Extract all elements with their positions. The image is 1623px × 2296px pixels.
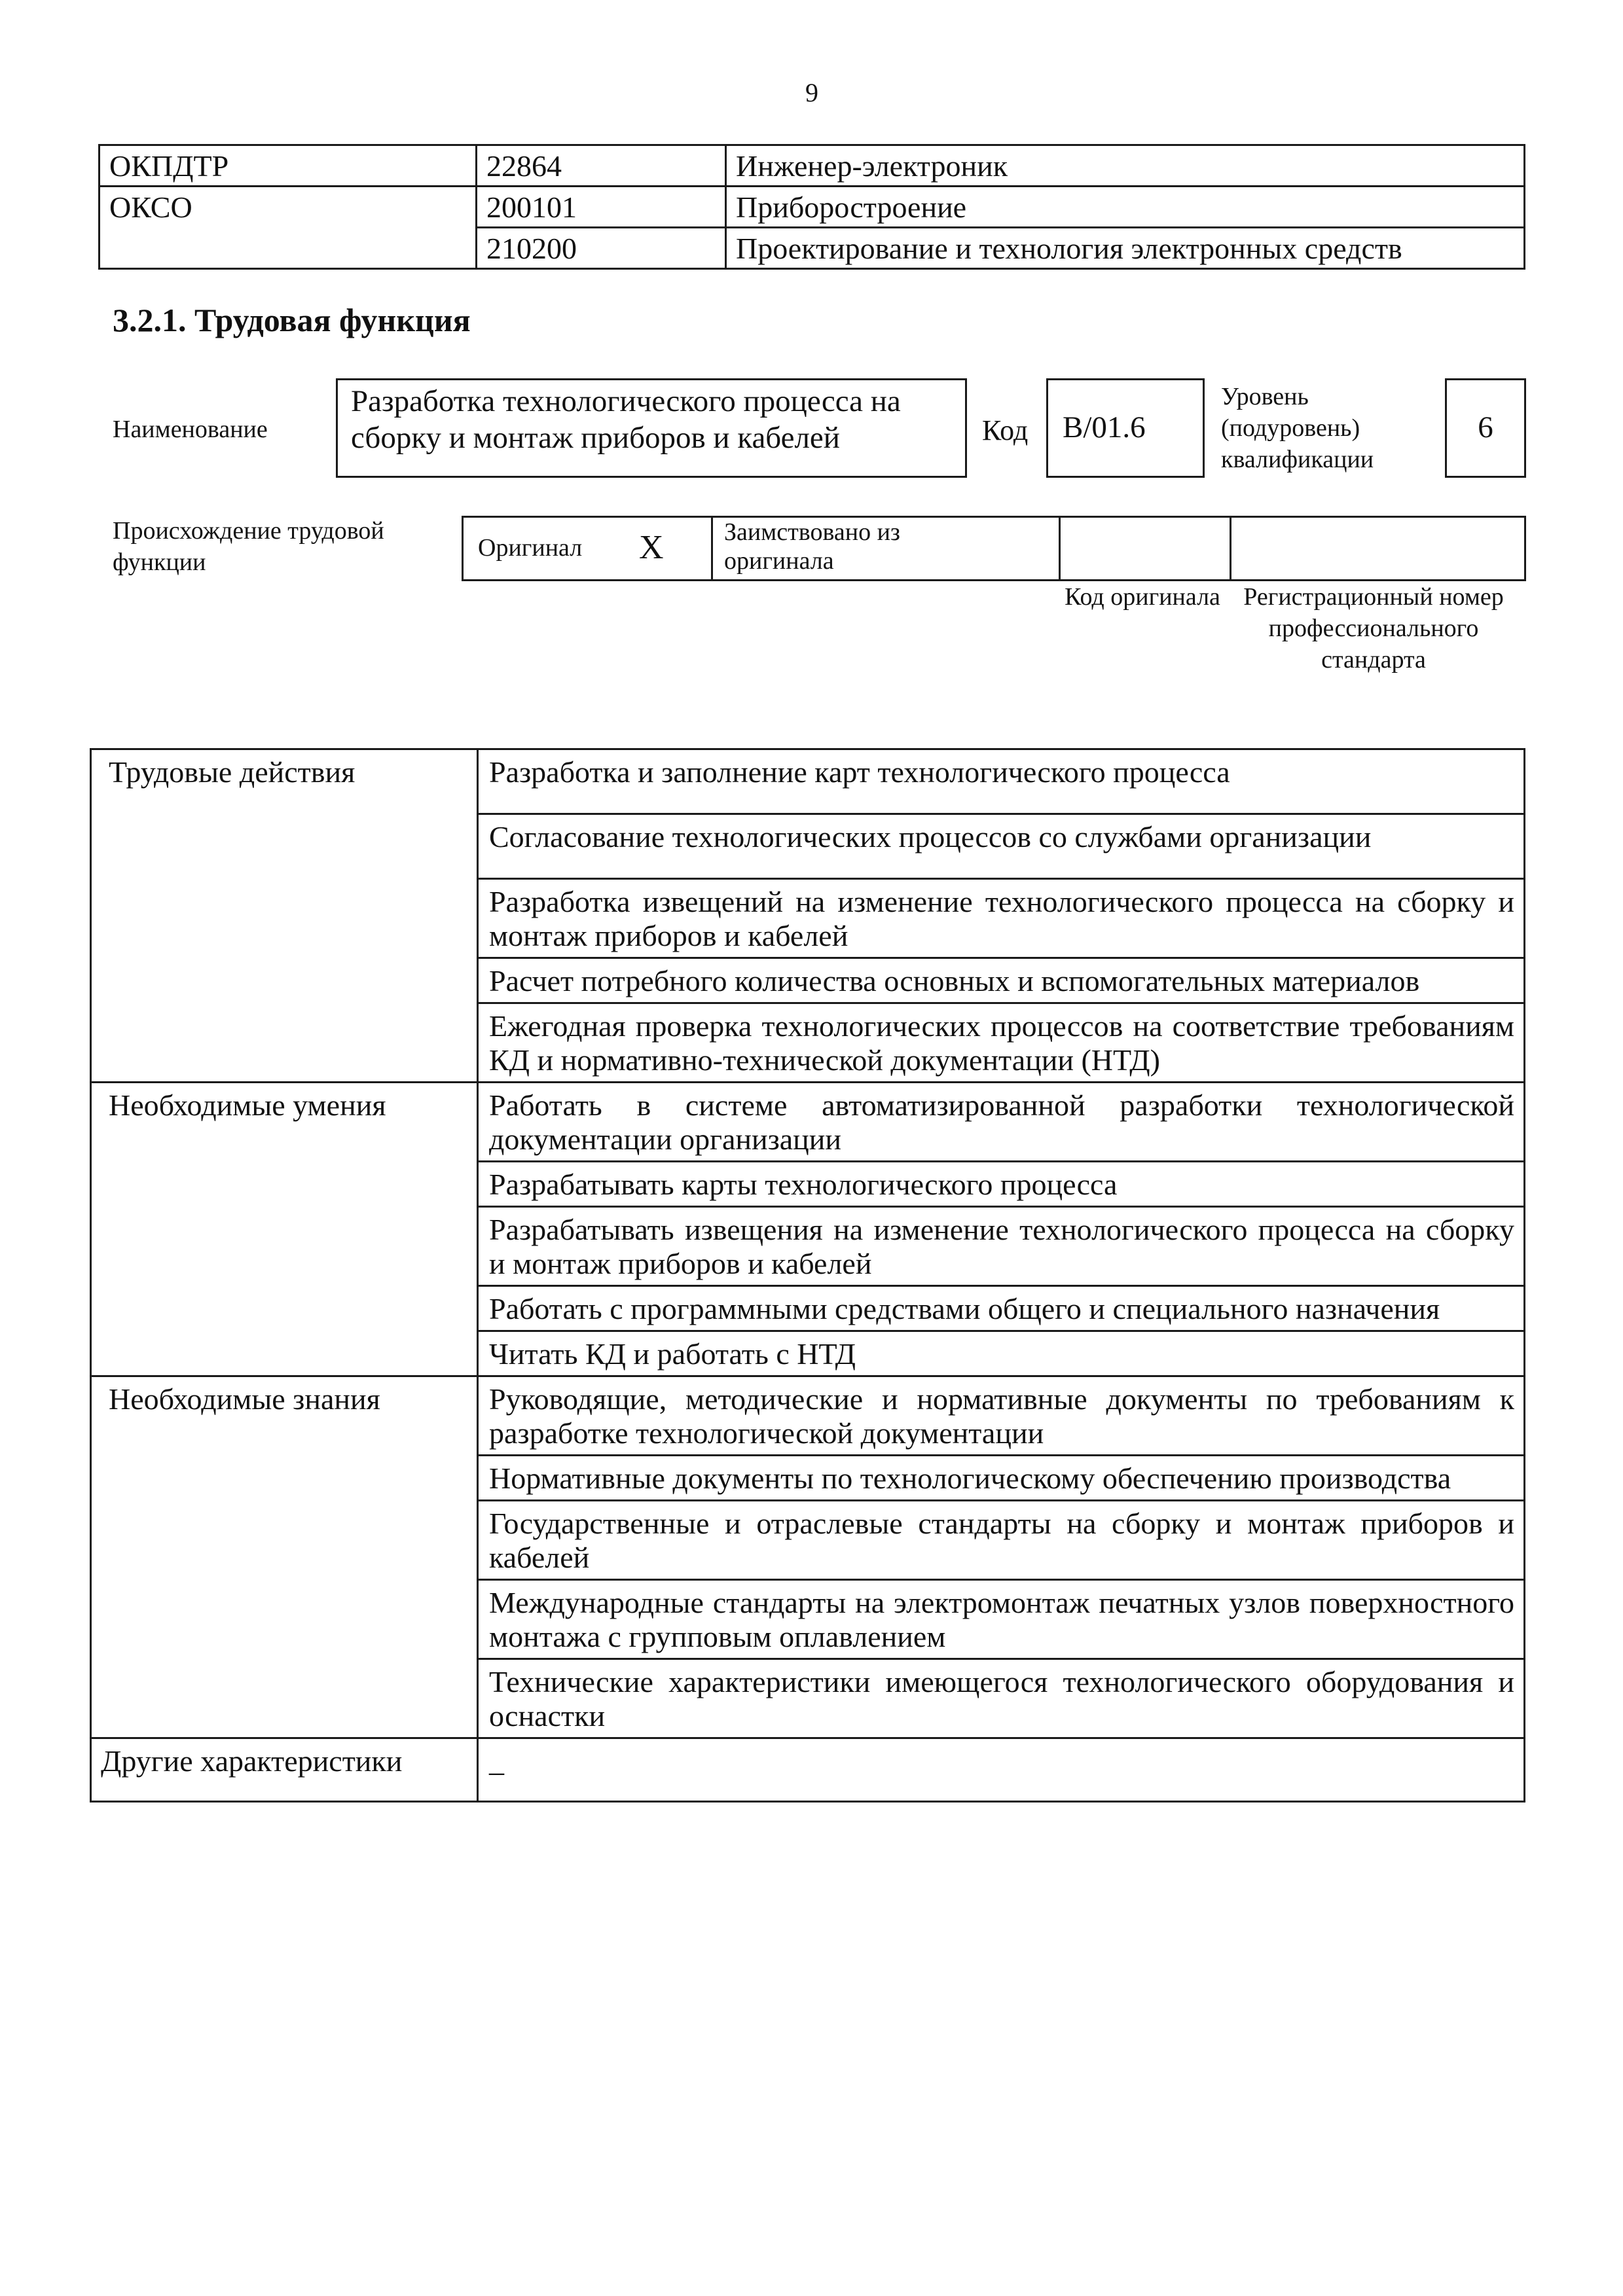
classifier-cell (100, 228, 477, 269)
classifier-cell: ОКПДТР (100, 145, 477, 187)
qualification-level-label: Уровень (подуровень) квалификации (1221, 383, 1374, 473)
list-item: Государственные и отраслевые стандарты на сборку и монтаж приборов и кабелей (478, 1501, 1525, 1580)
name-cell: Инженер-электроник (726, 145, 1525, 187)
section-heading: 3.2.1. Трудовая функция (113, 302, 471, 338)
code-cell: 200101 (477, 187, 726, 228)
registration-number-caption: Регистрационный номер профессионального стандарта (1243, 583, 1504, 673)
code-label: Код (982, 414, 1029, 446)
original-code-caption: Код оригинала (1065, 583, 1220, 611)
list-item: Читать КД и работать с НТД (478, 1331, 1525, 1376)
list-item: Работать с программными средствами общего и специального назначения (478, 1286, 1525, 1331)
code-value: В/01.6 (1063, 410, 1146, 444)
table-row (100, 187, 1525, 228)
origin-divider (1059, 518, 1061, 581)
table-row (91, 749, 1525, 814)
section-label: Трудовые действия (91, 749, 478, 1083)
list-item: Разработка извещений на изменение технологического процесса на сборку и монтаж приборов и кабелей (478, 879, 1525, 958)
section-label: Необходимые знания (91, 1376, 478, 1738)
list-item: Нормативные документы по технологическому обеспечению производства (478, 1456, 1525, 1501)
code-box (1046, 378, 1205, 478)
section-label: Необходимые умения (91, 1083, 478, 1376)
name-label: Наименование (113, 416, 268, 443)
origin-row (462, 516, 1526, 581)
table-row (100, 145, 1525, 187)
list-item: Разрабатывать карты технологического процесса (478, 1162, 1525, 1207)
table-row (91, 1083, 1525, 1162)
original-label: Оригинал (478, 534, 583, 562)
list-item: Международные стандарты на электромонтаж печатных узлов поверхностного монтажа с групповым оплавлением (478, 1580, 1525, 1659)
labor-function-table (90, 748, 1525, 1803)
level-value: 6 (1478, 410, 1493, 444)
list-item: Расчет потребного количества основных и вспомогательных материалов (478, 958, 1525, 1003)
list-item: Руководящие, методические и нормативные документы по требованиям к разработке технологической документации (478, 1376, 1525, 1456)
original-mark: X (639, 529, 664, 566)
origin-divider (711, 518, 713, 581)
code-cell: 22864 (477, 145, 726, 187)
origin-label: Происхождение трудовой функции (113, 517, 384, 576)
section-label: Другие характеристики (91, 1738, 478, 1802)
classifier-cell: ОКСО (100, 187, 477, 228)
function-name-value: Разработка технологического процесса на сборку и монтаж приборов и кабелей (351, 384, 901, 455)
borrowed-label: Заимствовано из оригинала (724, 518, 900, 575)
name-cell: Проектирование и технология электронных средств (726, 228, 1525, 269)
name-cell: Приборостроение (726, 187, 1525, 228)
level-box (1445, 378, 1526, 478)
code-cell: 210200 (477, 228, 726, 269)
page-number: 9 (805, 78, 818, 107)
function-name-box (336, 378, 967, 478)
origin-divider (1230, 518, 1231, 581)
list-item: Ежегодная проверка технологических процессов на соответствие требованиям КД и нормативно-технической документации (НТД) (478, 1003, 1525, 1083)
list-item: Разработка и заполнение карт технологического процесса (478, 749, 1525, 814)
table-row (91, 1376, 1525, 1456)
list-item: _ (478, 1738, 1525, 1802)
list-item: Технические характеристики имеющегося технологического оборудования и оснастки (478, 1659, 1525, 1738)
table-row (91, 1738, 1525, 1802)
list-item: Согласование технологических процессов со службами организации (478, 814, 1525, 879)
table-row (100, 228, 1525, 269)
list-item: Разрабатывать извещения на изменение технологического процесса на сборку и монтаж приборов и кабелей (478, 1207, 1525, 1286)
list-item: Работать в системе автоматизированной разработки технологической документации организации (478, 1083, 1525, 1162)
classification-table (98, 144, 1525, 270)
